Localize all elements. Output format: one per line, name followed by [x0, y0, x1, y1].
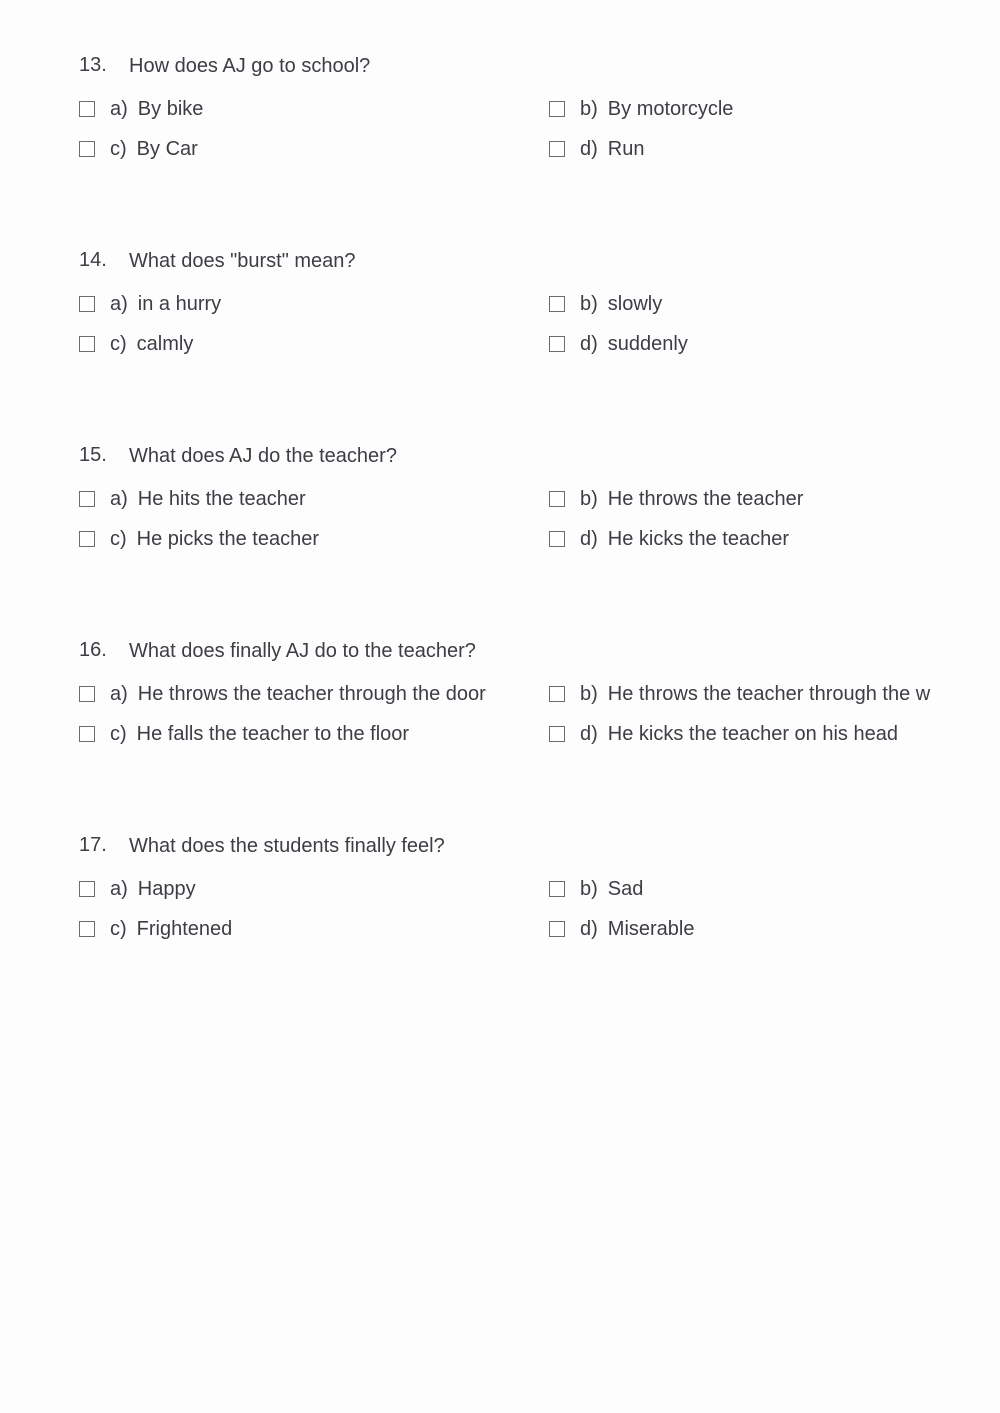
- option-text: Happy: [137, 877, 196, 900]
- option-a[interactable]: [79, 876, 196, 902]
- question-text: What does AJ do the teacher?: [129, 445, 397, 467]
- option-d[interactable]: [549, 331, 688, 357]
- option-a[interactable]: [79, 291, 221, 317]
- option-letter: d): [580, 917, 598, 940]
- option-letter: c): [110, 137, 127, 160]
- option-text: By Car: [136, 137, 198, 160]
- option-b[interactable]: [549, 96, 733, 122]
- option-letter: a): [110, 97, 128, 120]
- option-letter: a): [110, 682, 128, 705]
- checkbox[interactable]: [549, 921, 565, 937]
- checkbox[interactable]: [79, 491, 95, 507]
- option-a[interactable]: [79, 681, 486, 707]
- option-d[interactable]: [549, 721, 898, 747]
- option-letter: b): [580, 682, 598, 705]
- option-letter: c): [110, 722, 127, 745]
- option-d[interactable]: [549, 136, 645, 162]
- option-letter: a): [110, 877, 128, 900]
- option-text: slowly: [607, 292, 663, 315]
- option-text: calmly: [136, 332, 194, 355]
- checkbox[interactable]: [549, 726, 565, 742]
- option-c[interactable]: [79, 526, 319, 552]
- option-text: Sad: [607, 877, 644, 900]
- option-text: He picks the teacher: [136, 527, 319, 550]
- option-a[interactable]: [79, 486, 306, 512]
- option-text: He throws the teacher through the door: [137, 682, 486, 705]
- option-text: He hits the teacher: [137, 487, 306, 510]
- option-letter: d): [580, 137, 598, 160]
- checkbox[interactable]: [549, 686, 565, 702]
- option-letter: d): [580, 722, 598, 745]
- question-number: 15.: [79, 444, 107, 466]
- option-text: He kicks the teacher on his head: [607, 722, 898, 745]
- option-text: He throws the teacher through the w: [607, 682, 931, 705]
- option-letter: b): [580, 292, 598, 315]
- checkbox[interactable]: [549, 296, 565, 312]
- question-17: [0, 833, 1000, 993]
- page-margin-clip: [952, 0, 1000, 1413]
- option-d[interactable]: [549, 916, 695, 942]
- checkbox[interactable]: [79, 336, 95, 352]
- option-text: Frightened: [136, 917, 233, 940]
- question-14: [0, 248, 1000, 408]
- option-text: By motorcycle: [607, 97, 734, 120]
- option-letter: c): [110, 527, 127, 550]
- question-text: How does AJ go to school?: [129, 55, 371, 77]
- checkbox[interactable]: [549, 141, 565, 157]
- option-text: By bike: [137, 97, 204, 120]
- option-d[interactable]: [549, 526, 789, 552]
- option-letter: b): [580, 97, 598, 120]
- option-text: in a hurry: [137, 292, 222, 315]
- checkbox[interactable]: [79, 141, 95, 157]
- option-letter: d): [580, 527, 598, 550]
- option-text: He falls the teacher to the floor: [136, 722, 410, 745]
- option-text: He throws the teacher: [607, 487, 804, 510]
- checkbox[interactable]: [79, 101, 95, 117]
- option-letter: a): [110, 292, 128, 315]
- checkbox[interactable]: [79, 531, 95, 547]
- option-letter: c): [110, 917, 127, 940]
- option-letter: b): [580, 877, 598, 900]
- checkbox[interactable]: [549, 531, 565, 547]
- option-text: He kicks the teacher: [607, 527, 789, 550]
- question-number: 13.: [79, 54, 107, 76]
- question-number: 16.: [79, 639, 107, 661]
- option-b[interactable]: [549, 876, 643, 902]
- question-13: [0, 53, 1000, 213]
- checkbox[interactable]: [79, 296, 95, 312]
- question-16: [0, 638, 1000, 798]
- option-text: Run: [607, 137, 645, 160]
- checkbox[interactable]: [549, 491, 565, 507]
- checkbox[interactable]: [549, 336, 565, 352]
- option-letter: c): [110, 332, 127, 355]
- option-b[interactable]: [549, 291, 662, 317]
- question-text: What does the students finally feel?: [129, 835, 445, 857]
- checkbox[interactable]: [549, 101, 565, 117]
- option-c[interactable]: [79, 721, 409, 747]
- checkbox[interactable]: [79, 881, 95, 897]
- question-text: What does "burst" mean?: [129, 250, 356, 272]
- option-b[interactable]: [549, 486, 803, 512]
- checkbox[interactable]: [79, 921, 95, 937]
- question-number: 14.: [79, 249, 107, 271]
- question-number: 17.: [79, 834, 107, 856]
- question-15: [0, 443, 1000, 603]
- checkbox[interactable]: [79, 686, 95, 702]
- option-a[interactable]: [79, 96, 203, 122]
- option-text: suddenly: [607, 332, 688, 355]
- option-letter: d): [580, 332, 598, 355]
- option-c[interactable]: [79, 916, 232, 942]
- option-letter: a): [110, 487, 128, 510]
- option-c[interactable]: [79, 136, 198, 162]
- option-b[interactable]: [549, 681, 930, 707]
- checkbox[interactable]: [79, 726, 95, 742]
- checkbox[interactable]: [549, 881, 565, 897]
- option-c[interactable]: [79, 331, 193, 357]
- question-text: What does finally AJ do to the teacher?: [129, 640, 476, 662]
- option-letter: b): [580, 487, 598, 510]
- option-text: Miserable: [607, 917, 695, 940]
